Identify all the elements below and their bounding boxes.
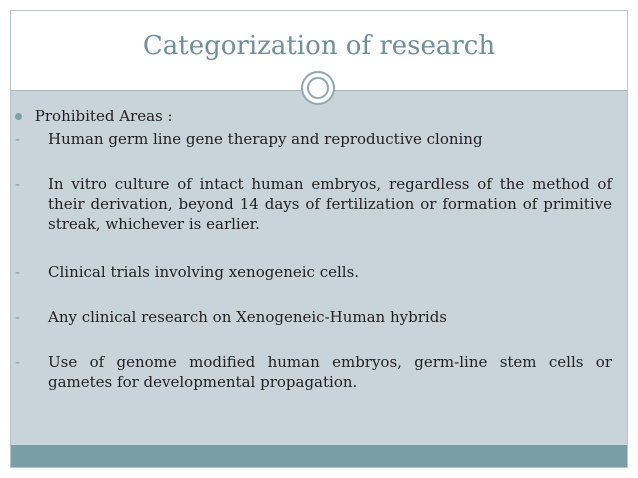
ring-ornament-icon	[301, 71, 335, 105]
footer-bar	[11, 445, 627, 467]
dash-marker: -	[15, 263, 21, 281]
list-item-text: Clinical trials involving xenogeneic cells.	[48, 263, 360, 281]
slide-title: Categorization of research	[142, 31, 496, 61]
list-item-text: Any clinical research on Xenogeneic-Human hybrids	[48, 308, 447, 326]
list-item	[15, 307, 615, 327]
ring-inner-icon	[307, 77, 329, 99]
bullet-icon	[15, 113, 22, 120]
dash-marker: -	[15, 175, 21, 193]
list-item-text: In vitro culture of intact human embryos, regardless of the method of their derivation, beyond 14 days of fertilization or formation of primitive streak, whichever is earlier.	[48, 175, 612, 233]
list-item	[15, 352, 615, 392]
slide	[10, 10, 628, 468]
dash-marker: -	[15, 353, 21, 371]
heading-row	[15, 106, 173, 125]
list-item	[15, 262, 615, 282]
section-heading: Prohibited Areas :	[34, 107, 173, 125]
list-item	[15, 129, 615, 149]
dash-marker: -	[15, 308, 21, 326]
list-item	[15, 174, 615, 234]
list-item-text: Use of genome modified human embryos, germ-line stem cells or gametes for developmental propagation.	[48, 353, 612, 391]
list-item-text: Human germ line gene therapy and reproductive cloning	[48, 130, 483, 148]
dash-marker: -	[15, 130, 21, 148]
